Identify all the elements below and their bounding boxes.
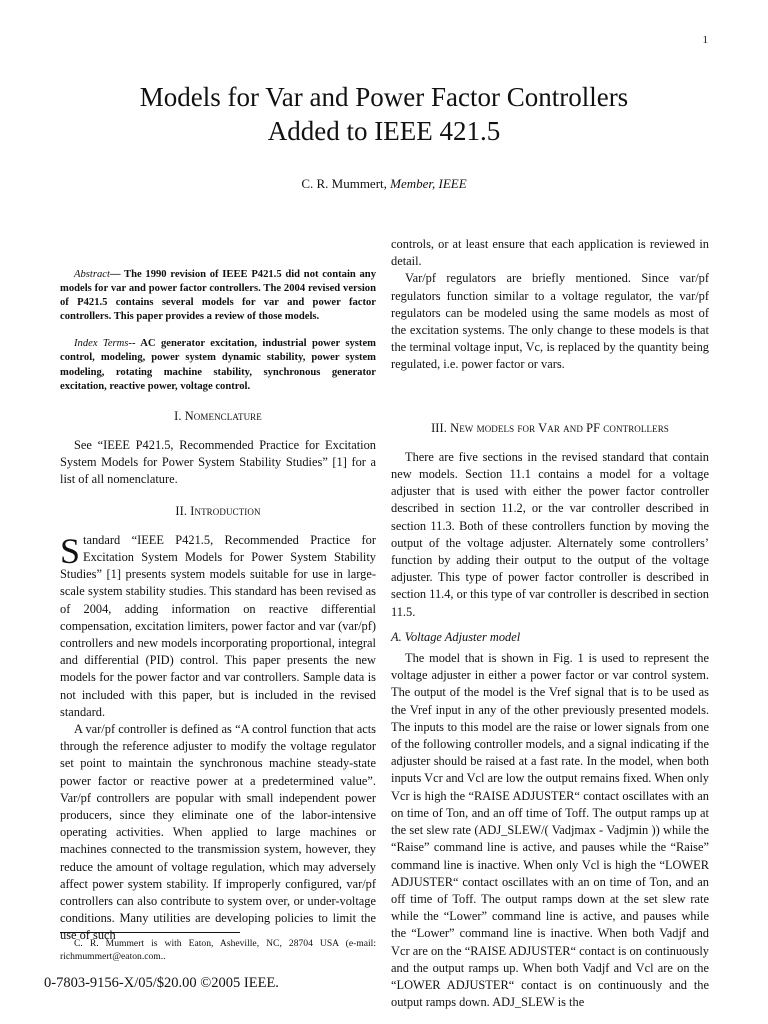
right-column [391,236,709,1011]
continuation-paragraph: controls, or at least ensure that each application is reviewed in detail. [391,237,709,269]
index-terms [60,337,376,393]
spacer [391,374,709,406]
left-column [60,268,376,945]
section-1-body: See “IEEE P421.5, Recommended Practice for Excitation System Models for Power System Stability Studies” [1] for a list of all nomenclature. [60,437,376,487]
title-line-2: Added to IEEE 421.5 [267,116,501,146]
index-terms-dash: -- [128,338,141,350]
abstract [60,268,376,324]
author-footnote: C. R. Mummert is with Eaton, Asheville, NC, 28704 USA (e-mail: richmummert@eaton.com.. [60,938,376,962]
section-3-heading: III. New models for Var and PF controllers [431,420,669,435]
index-terms-label: Index Terms [74,338,129,350]
section-1-heading: I. Nomenclature [174,408,262,423]
index-terms-text: AC generator excitation, industrial power system control, modeling, power system dynamic stability, power system modeling, rotating machine stability, synchronous generator excitation, reactive power, voltage control. [60,338,376,392]
author-name: C. R. Mummert, [301,176,391,191]
footnote-divider [60,932,240,933]
intro-paragraph-2: A var/pf controller is defined as “A control function that acts through the reference adjuster to modify the voltage regulator set point to maintain the synchronous machine steady-state power factor or reactive power at a predetermined value”. Var/pf controllers are popular with small independent power producers, since they eliminate one of the labor-intensive operating activities. When applied to large machines or machines connected to the transmission system, however, they reduce the amount of voltage regulation, which may adversely affect power system stability. If improperly configured, var/pf controllers can also contribute to system over, or under-voltage conditions. Many utilities are developing policies to limit the use of such [60,722,376,943]
drop-cap: S [60,530,81,571]
section-2-heading: II. Introduction [175,503,261,518]
paper-title [60,80,708,148]
abstract-dash: — [109,269,125,280]
author-membership: Member, IEEE [390,176,467,191]
intro-paragraph-1 [60,532,376,721]
subsection-a-body: The model that is shown in Fig. 1 is used to represent the voltage adjuster in either a power factor or var control system. The output of the model is the Vref signal that is to be used as the Vref input in any of the other previously presented models. The inputs to this model are the raise or lower signals from one of the following controller models, and a signal indicating if the adjuster should be raised at a fast rate. In the model, when both inputs Vcr and Vcl are low the output remains fixed. When only Vcr is high the “RAISE ADJUSTER“ contact oscillates with an on time of Ton, and an off time of Toff. The output ramps up at the set slew rate (ADJ_SLEW/( Vadjmax - Vadjmin )) while the “Raise” command line is active, and pauses while the “Raise” command line is inactive. When only Vcl is high the “LOWER ADJUSTER“ contact oscillates with an on time of Ton, and an off time of Toff. The output ramps down at the set slew rate while the “Lower” command line is active, and pauses while the “Lower” command line is inactive. When both Vadjf and Vcr are on the “RAISE ADJUSTER“ contact is on continuously and the output ramps up. When both Vadjf and Vcl are on the “LOWER ADJUSTER“ contact is on continuously and the output ramps down. ADJ_SLEW is the [391,651,709,1010]
intro-paragraph-1-text: tandard “IEEE P421.5, Recommended Practice for Excitation System Models for Power System Stability Studies” [1] presents system models suitable for use in large-scale system stability studies. This standard has been revised as of 2004, adding information on reactive differential compensation, excitation limiters, power factor and var (var/pf) controllers and new models incorporating proportional, integral and differential (PID) control. This paper presents the new models for the power factor and var controllers. Sample data is not included with this paper, but is included in the revised standard. [60,532,376,719]
author-line [60,176,708,192]
page-number: 1 [702,34,708,46]
varpf-paragraph: Var/pf regulators are briefly mentioned. Since var/pf regulators function similar to a voltage regulator, the var/pf regulators can be modeled using the same models as most of the excitation systems. The only change to these models is that the terminal voltage input, Vc, is replaced by the quantity being regulated, i.e. power factor or vars. [391,271,709,372]
title-line-1: Models for Var and Power Factor Controllers [139,82,629,112]
abstract-label: Abstract [74,269,110,280]
section-3-body: There are five sections in the revised standard that contain new models. Section 11.1 contains a model for a voltage adjuster that is used with either the power factor controller described in section 11.2, or the var controller described in section 11.3. Both of these controllers function by moving the output of the voltage adjuster. Alternately some controllers’ function by adding their output to the output of the voltage adjuster. This type of power factor controller is described in section 11.4, or this type of var controller is described in section 11.5. [391,449,709,619]
abstract-text: The 1990 revision of IEEE P421.5 did not contain any models for var and power factor controllers. The 2004 revised version of P421.5 contains several models for var and power factor controllers. This paper provides a review of those models. [60,269,376,323]
subsection-a-heading: A. Voltage Adjuster model [391,629,521,644]
copyright-line: 0-7803-9156-X/05/$20.00 ©2005 IEEE. [44,975,279,991]
